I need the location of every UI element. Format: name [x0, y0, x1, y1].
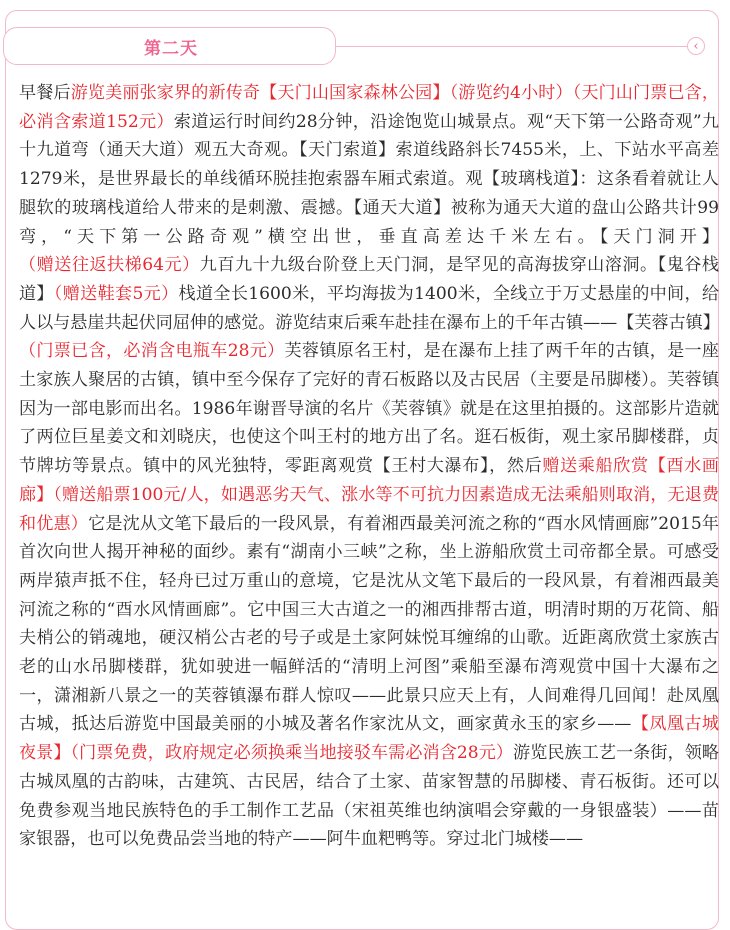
highlight-segment: （赠送往返扶梯64元） — [19, 255, 200, 276]
chevron-left-icon[interactable]: ‹ — [687, 37, 705, 55]
text-segment: 芙蓉镇原名王村，是在瀑布上挂了两千年的古镇，是一座土家族人聚居的古镇，镇中至今保存了完好的青石板路以及古民居（主要是吊脚楼）。芙蓉镇因为一部电影而出名。1986年谢晋导演的名片《芙蓉镇》就是在这里拍摄的。这部影片造就了两位巨星姜文和刘晓庆，也使这个叫王村的地方出了名。逛石板街，观土家吊脚楼群，贞节牌坊等景点。镇中的风光独特，零距离观赏【王村大瀑布】，然后 — [19, 341, 720, 477]
header-divider — [335, 46, 687, 47]
highlight-segment: 赠送乘船欣赏【酉水画廊】（赠送船票100元/人，如遇恶劣天气、涨水等不可抗力因素造成无法乘船则取消，无退费和优惠） — [19, 456, 720, 534]
text-segment: 九百九十九级台阶登上天门洞，是罕见的高海拔穿山溶洞。【鬼谷栈道】 — [19, 255, 719, 304]
text-segment: 栈道全长1600米，平均海拔为1400米，全线立于万丈悬崖的中间，给人以与悬崖共起伏同屈伸的感觉。游览结束后乘车赴挂在瀑布上的千年古镇——【芙蓉古镇】 — [19, 283, 720, 333]
highlight-segment: 游览美丽张家界的新传奇【天门山国家森林公园】（游览约4小时）（天门山门票已含，必消含索道152元） — [19, 83, 720, 132]
itinerary-body — [19, 79, 719, 854]
text-segment: 索道运行时间约28分钟，沿途饱览山城景点。观“天下第一公路奇观”九十九道弯（通天大道）观五大奇观。【天门索道】索道线路斜长7455米，上、下站水平高差1279米，是世界最长的单线循环脱挂抱索器车厢式索道。观【玻璃栈道】：这条看着就让人腿软的玻璃栈道给人带来的是刺激、震撼。【通天大道】被称为通天大道的盘山公路共计99弯，“天下第一公路奇观”横空出世，垂直高差达千米左右。【天门洞开】 — [19, 111, 719, 247]
text-segment: 它是沈从文笔下最后的一段风景，有着湘西最美河流之称的“酉水风情画廊”2015年首次向世人揭开神秘的面纱。素有“湖南小三峡”之称，坐上游船欣赏土司帝都全景。可感受两岸猿声抵不住，轻舟已过万重山的意境，它是沈从文笔下最后的一段风景，有着湘西最美河流之称的“酉水风情画廊”。它中国三大古道之一的湘西排帮古道，明清时期的万花筒、船夫梢公的销魂地，硬汉梢公古老的号子或是土家阿妹悦耳缠绵的山歌。近距离欣赏土家族古老的山水吊脚楼群，犹如驶进一幅鲜活的“清明上河图”乘船至瀑布湾观赏中国十大瀑布之一，潇湘新八景之一的芙蓉镇瀑布群人惊叹——此景只应天上有，人间难得几回闻！赴凤凰古城，抵达后游览中国最美丽的小城及著名作家沈从文，画家黄永玉的家乡—— — [19, 513, 720, 735]
text-segment: 游览民族工艺一条街，领略古城凤凰的古韵味，古建筑、古民居，结合了土家、苗家智慧的吊脚楼、青石板街。还可以免费参观当地民族特色的手工制作工艺品（宋祖英维也纳演唱会穿戴的一身银盛装）——苗家银器，也可以免费品尝当地的特产——阿牛血粑鸭等。穿过北门城楼—— — [19, 743, 720, 850]
highlight-segment: 【凤凰古城夜景】（门票免费，政府规定必须换乘当地接驳车需必消含28元） — [19, 714, 719, 764]
highlight-segment: （门票已含，必消含电瓶车28元） — [19, 341, 285, 362]
highlight-segment: （赠送鞋套5元） — [53, 283, 179, 304]
text-segment: 早餐后 — [19, 83, 71, 103]
day-title: 第二天 — [144, 38, 198, 59]
day-header-tab — [3, 27, 336, 65]
